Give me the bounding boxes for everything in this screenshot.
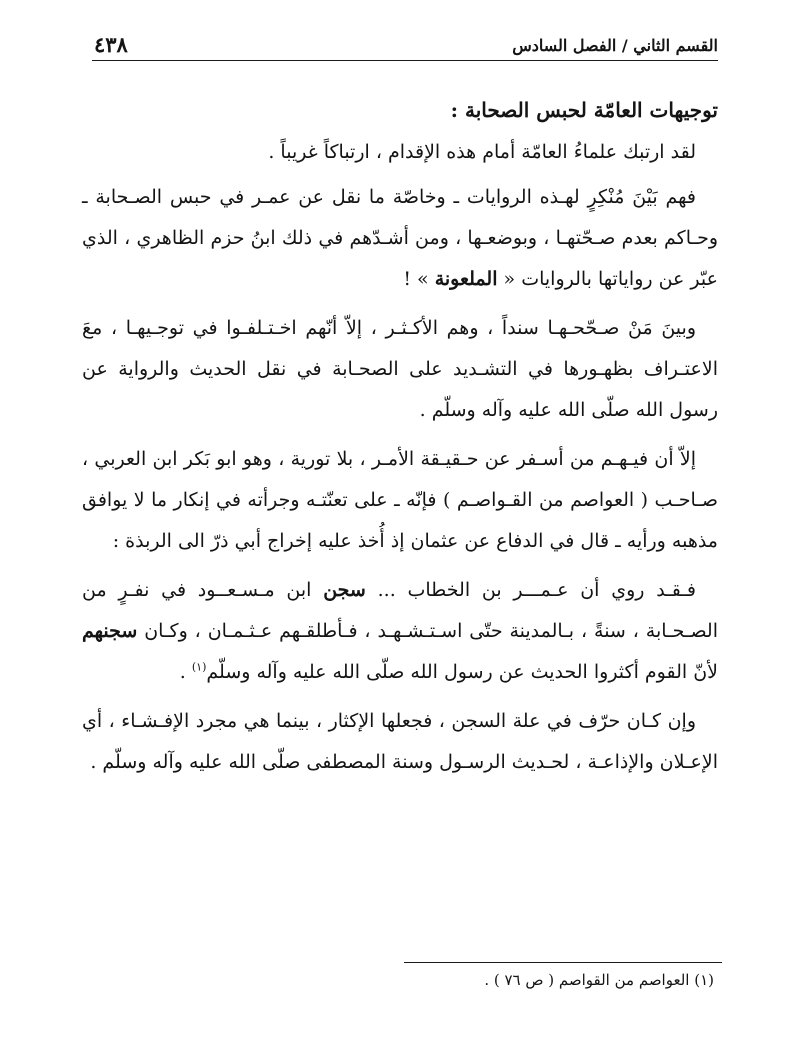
section-heading: توجيهات العامّة لحبس الصحابة : (450, 98, 718, 122)
footnote: (١) العواصم من القواصم ( ص ٧٦ ) . (484, 971, 714, 989)
footnote-divider (404, 962, 722, 963)
paragraph-2 (82, 177, 718, 300)
paragraph-1: لقد ارتبك علماءُ العامّة أمام هذه الإقدام ، ارتباكاً غريباً . (268, 141, 696, 163)
emphasis-imprisoned: سجن (323, 579, 366, 601)
page-number: ٤٣٨ (94, 32, 128, 57)
paragraph-6: وإن كـان حرّف في علة السجن ، فجعلها الإكثار ، بينما هي مجرد الإفـشـاء ، أي الإعـلان والإذاعـة ، لحـديث الرسـول وسنة المصطفى صلّى الله عليه وآله وسلّم . (82, 710, 718, 773)
paragraph-4: إلاّ أن فيـهـم من أسـفر عن حـقيـقة الأمـر ، بلا تورية ، وهو ابو بَكر ابن العربي ، صـاحـب ( العواصم من القـواصـم ) فإنّه ـ على تعنّتـه وجرأته في إنكار ما لا يوافق مذهبه ورأيه ـ قال في الدفاع عن عثمان إذ أُخذ عليه إخراج أبي ذرّ الى الربذة : (82, 448, 718, 552)
main-text (82, 92, 718, 791)
footnote-reference[interactable]: (١) (191, 660, 207, 674)
paragraph-5-text-a: فـقـد روي أن عـمـــر بن الخطاب ... (365, 579, 696, 601)
paragraph-5-text-b: ابن مـسـعــود في نفـرٍ من الصـحـابة ، سنةً ، بـالمدينة حتّى اسـتـشـهـد ، فـأطلقـهم عـثـمـان ، وكـان (82, 579, 718, 642)
paragraph-3: وبينَ مَنْ صـحّحـهـا سنداً ، وهم الأكـثـر ، إلاّ أنّهم اخـتـلفـوا في توجـيهـا ، معَ الاعتـراف بظهـورها في التشـديد على الصحـابة في نقل الحديث والرواية عن رسول الله صلّى الله عليه وآله وسلّم . (82, 317, 718, 421)
paragraph-2-end: » ! (403, 268, 435, 290)
paragraph-5-end: . (179, 661, 192, 683)
paragraph-5-text-c: لأنّ القوم أكثروا الحديث عن رسول الله صلّى الله عليه وآله وسلّم (206, 661, 718, 683)
running-header (92, 30, 718, 61)
paragraph-5 (82, 570, 718, 693)
paragraph-2-text: فهم بَيْنَ مُنْكِرٍ لهـذه الروايات ـ وخاصّة ما نقل عن عمـر في حبس الصـحابة ـ وحـاكم بعدم صـحّتهـا ، وبوضعـها ، ومن أشـدّهم في ذلك ابنُ حزم الظاهري ، الذي عبّر عن رواياتها بالروايات « (82, 186, 718, 290)
emphasis-their-imprisonment: سجنهم (82, 620, 138, 642)
emphasis-cursed: الملعونة (434, 268, 498, 290)
running-title: القسم الثاني / الفصل السادس (512, 36, 718, 55)
